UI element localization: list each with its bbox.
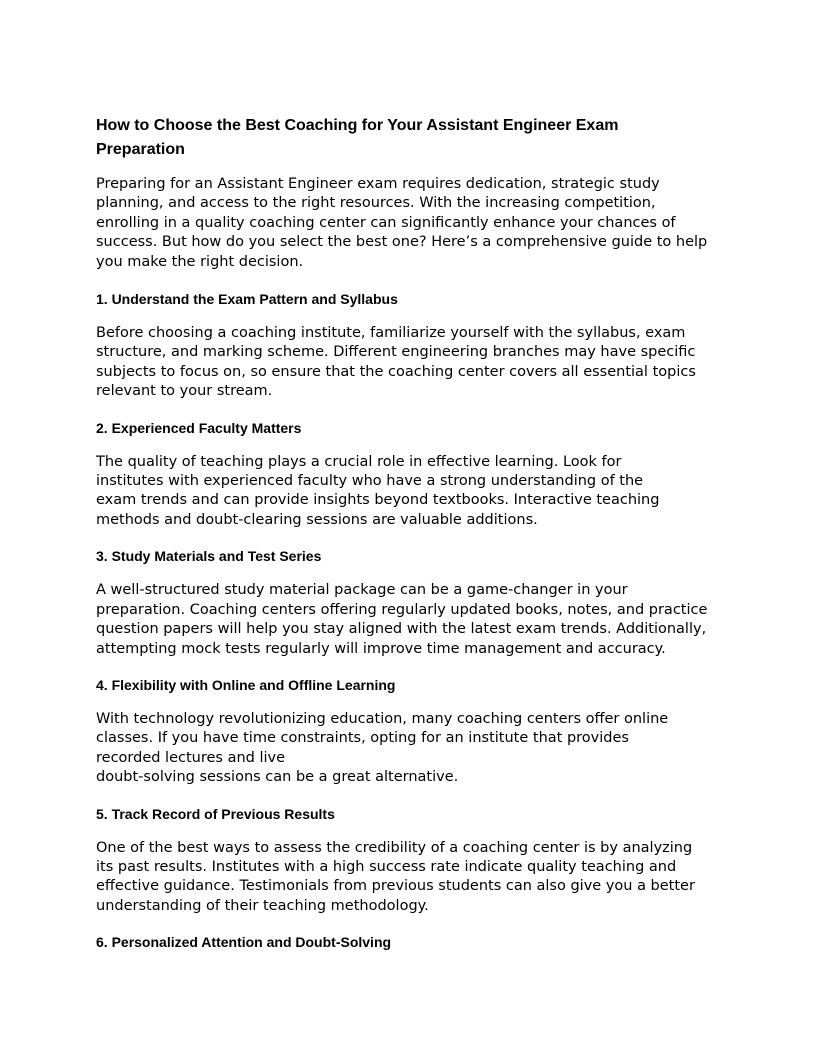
document-body bbox=[96, 114, 718, 967]
section-2-paragraph: The quality of teaching plays a crucial role in effective learning. Look for institutes with experienced faculty who have a strong understanding of the exam trends and can provide insights beyond textbooks. Interactive teaching methods and doubt-clearing sessions are valuable additions. bbox=[96, 453, 660, 528]
section-4-paragraph: With technology revolutionizing education, many coaching centers offer online classes. If you have time constraints, opting for an institute that provides recorded lectures and live doubt-solving sessions can be a great alternative. bbox=[96, 710, 669, 786]
document-title: How to Choose the Best Coaching for Your Assistant Engineer Exam Preparation bbox=[96, 117, 619, 158]
section-3-paragraph: A well-structured study material package can be a game-changer in your preparation. Coaching centers offering regularly updated books, notes, and practice question papers will help you stay aligned with the latest exam trends. Additionally, attempting mock tests regularly will improve time management and accuracy. bbox=[96, 582, 708, 657]
section-1-heading: 1. Understand the Exam Pattern and Syllabus bbox=[96, 291, 398, 308]
section-5-heading: 5. Track Record of Previous Results bbox=[96, 805, 335, 822]
section-3-heading: 3. Study Materials and Test Series bbox=[96, 548, 322, 565]
section-2-heading: 2. Experienced Faculty Matters bbox=[96, 419, 302, 436]
section-1-paragraph: Before choosing a coaching institute, familiarize yourself with the syllabus, exam structure, and marking scheme. Different engineering branches may have specific subjects to focus on, so ensure that the coaching center covers all essential topics relevant to your stream. bbox=[96, 325, 696, 400]
section-5-paragraph: One of the best ways to assess the credibility of a coaching center is by analyzing its past results. Institutes with a high success rate indicate quality teaching and effective guidance. Testimonials from previous students can also give you a better understanding of their teaching methodology. bbox=[96, 839, 695, 914]
intro-paragraph: Preparing for an Assistant Engineer exam requires dedication, strategic study planning, and access to the right resources. With the increasing competition, enrolling in a quality coaching center can significantly enhance your chances of success. But how do you select the best one? Here’s a comprehensive guide to help you make the right decision. bbox=[96, 176, 708, 270]
section-4-heading: 4. Flexibility with Online and Offline Learning bbox=[96, 676, 396, 693]
section-6-heading: 6. Personalized Attention and Doubt-Solving bbox=[96, 934, 392, 951]
